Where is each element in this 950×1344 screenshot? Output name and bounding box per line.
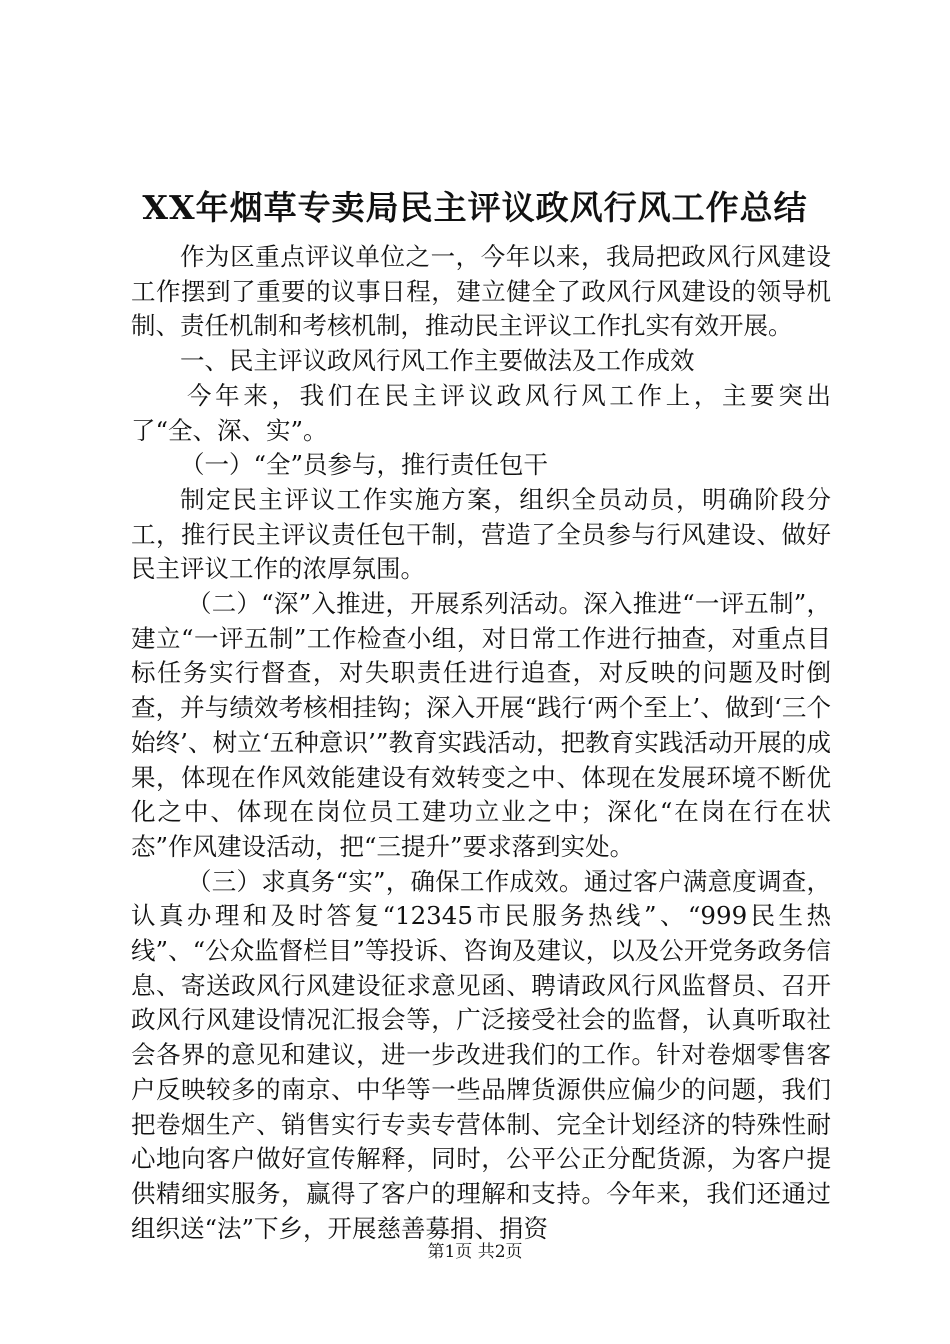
page-footer: 第1页 共2页	[427, 1242, 523, 1262]
paragraph-subsection-3: （三）求真务“实”，确保工作成效。通过客户满意度调查，认真办理和及时答复“12345市民服务热线”、“999民生热线”、“公众监督栏目”等投诉、咨询及建议，以及公开党务政务信息、寄送政风行风建设征求意见函、聘请政风行风监督员、召开政风行风建设情况汇报会等，广泛接受社会的监督，认真听取社会各界的意见和建议，进一步改进我们的工作。针对卷烟零售客户反映较多的南京、中华等一些品牌货源供应偏少的问题，我们把卷烟生产、销售实行专卖专营体制、完全计划经济的特殊性耐心地向客户做好宣传解释，同时，公平公正分配货源，为客户提供精细实服务，赢得了客户的理解和支持。今年来，我们还通过组织送“法”下乡，开展慈善募捐、捐资	[131, 866, 831, 1243]
paragraph-intro: 作为区重点评议单位之一，今年以来，我局把政风行风建设工作摆到了重要的议事日程，建立健全了政风行风建设的领导机制、责任机制和考核机制，推动民主评议工作扎实有效开展。	[131, 242, 831, 341]
paragraph-summary: 今年来，我们在民主评议政风行风工作上，主要突出了“全、深、实”。	[131, 380, 831, 445]
document-body	[131, 240, 831, 1246]
document-title: XX年烟草专卖局民主评议政风行风工作总结	[142, 188, 808, 227]
paragraph-subsection-1: 制定民主评议工作实施方案，组织全员动员，明确阶段分工，推行民主评议责任包干制，营造了全员参与行风建设、做好民主评议工作的浓厚氛围。	[131, 484, 831, 584]
paragraph-subsection-2: （二）“深”入推进，开展系列活动。深入推进“一评五制”，建立“一评五制”工作检查小组，对日常工作进行抽查，对重点目标任务实行督查，对失职责任进行追查，对反映的问题及时倒查，并与绩效考核相挂钩；深入开展“践行‘两个至上’、做到‘三个始终’、树立‘五种意识’”教育实践活动，把教育实践活动开展的成果，体现在作风效能建设有效转变之中、体现在发展环境不断优化之中、体现在岗位员工建功立业之中；深化“在岗在行在状态”作风建设活动，把“三提升”要求落到实处。	[131, 589, 831, 861]
subsection-heading-1: （一）“全”员参与，推行责任包干	[180, 450, 549, 480]
section-heading: 一、民主评议政风行风工作主要做法及工作成效	[180, 346, 695, 376]
